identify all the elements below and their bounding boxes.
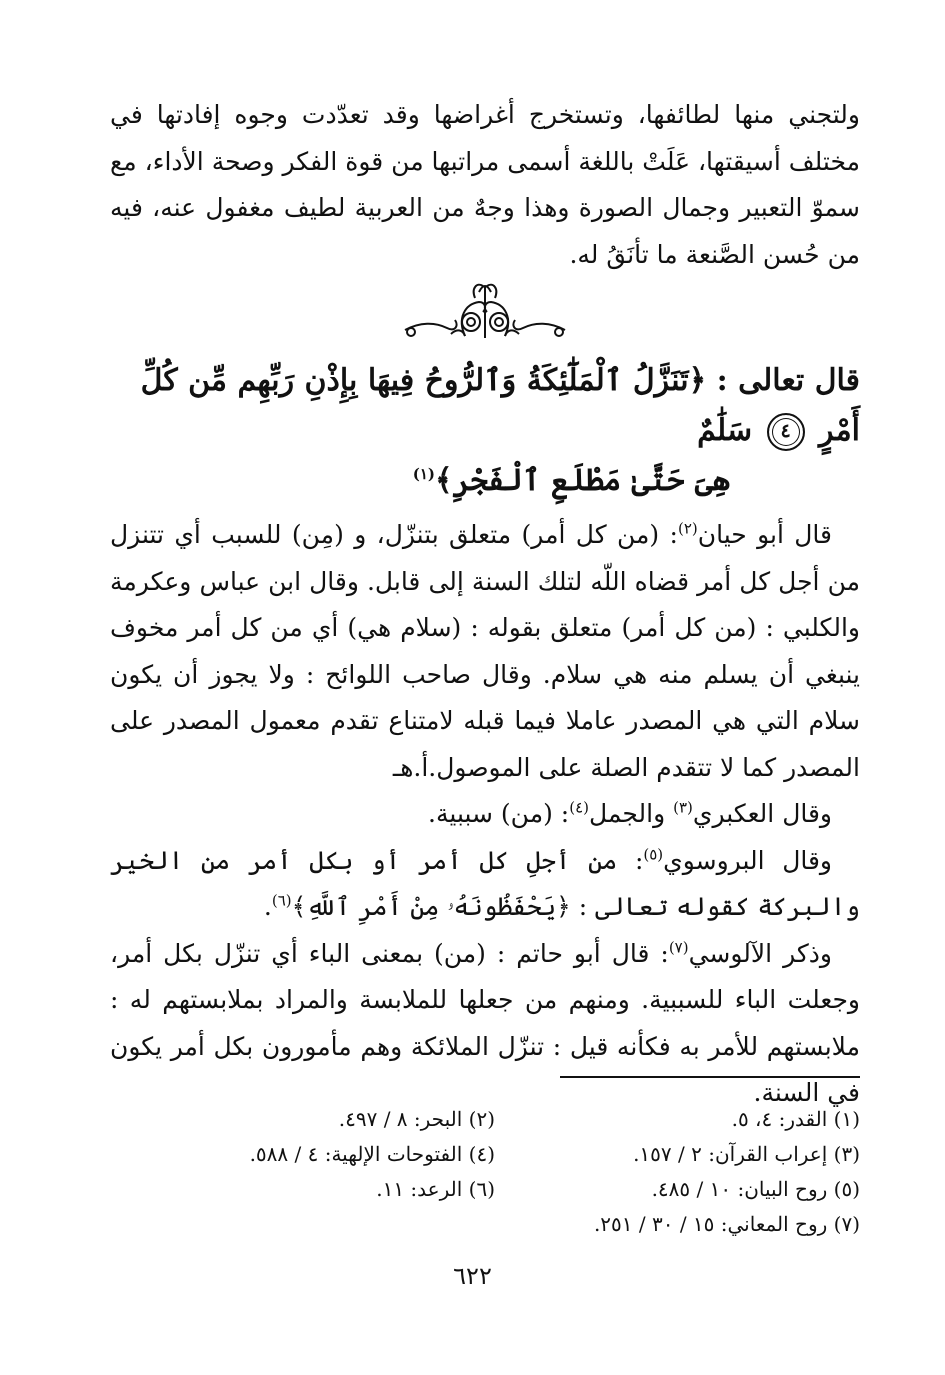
paragraph-brusawi — [110, 838, 860, 931]
verse-line-1 — [110, 356, 860, 456]
verse-text-2: هِىَ حَتَّىٰ مَطْلَعِ ٱلْفَجْرِ﴾ — [434, 463, 730, 498]
text-span: : (من) سببية. — [428, 799, 570, 828]
footnote-7: (٧) روح المعاني: ١٥ / ٣٠ / ٢٥١. — [593, 1212, 860, 1236]
footnote-4: (٤) الفتوحات الإلهية: ٤ / ٥٨٨. — [249, 1142, 495, 1166]
footnote-6: (٦) الرعد: ١١. — [376, 1177, 495, 1201]
text-span: والجمل — [589, 799, 674, 828]
text-span: وقال العكبري — [692, 799, 832, 828]
footnote-ref: (١) — [412, 465, 435, 483]
text-span: وذكر الآلوسي — [688, 938, 832, 968]
verse-text-1-end: سَلَٰمٌ — [697, 413, 753, 448]
footnote-divider — [560, 1076, 860, 1078]
verse-text-1: ﴿تَنَزَّلُ ٱلْمَلَٰٓئِكَةُ وَٱلرُّوحُ فِيهَا بِإِذْنِ رَبِّهِم مِّن كُلِّ أَمْرٍ — [140, 363, 860, 448]
footnote-ref: (٤) — [569, 798, 590, 817]
text-span: قال أبو حيان — [697, 520, 833, 549]
footnote-2: (٢) البحر: ٨ / ٤٩٧. — [338, 1107, 495, 1131]
paragraph-ukbari — [110, 791, 860, 838]
footnote-ref: (٦) — [271, 891, 292, 910]
footnote-ref: (٥) — [643, 845, 664, 864]
footnote-ref: (٣) — [673, 798, 693, 817]
quran-verse — [110, 356, 860, 506]
footnotes — [150, 1102, 860, 1242]
verse-lead: قال تعالى : — [716, 363, 860, 398]
footnote-1: (١) القدر: ٤، ٥. — [731, 1107, 860, 1131]
text-span: : قال أبو حاتم : (من) بمعنى الباء أي تنزّل بكل أمر، وجعلت الباء للسببية. ومنهم من جعلها للملابسة والمراد بملابستهم له : ملابستهم للأمر به فكأنه قيل : تنزّل الملائكة وهم مأمورون بكل أمر يكون في السنة. — [110, 938, 860, 1107]
verse-line-2 — [110, 456, 860, 506]
page-number: ٦٢٢ — [453, 1262, 492, 1290]
paragraph-alusi — [110, 931, 860, 1117]
paragraph-abu-hayyan — [110, 512, 860, 791]
page-body — [110, 92, 860, 1117]
text-span: : من أجلِ كل أمر أو بكل أمر من الخير والبركة كقوله تعالى : ﴿يَحْفَظُونَهُۥ مِنْ أَمْرِ ٱللَّهِ﴾ — [110, 845, 860, 921]
footnote-ref: (٢) — [677, 519, 698, 538]
footnote-ref: (٧) — [668, 938, 689, 957]
paragraph-intro: ولتجني منها لطائفها، وتستخرج أغراضها وقد تعدّدت وجوه إفادتها في مختلف أسيقتها، عَلَتْ باللغة أسمى مراتبها من قوة الفكر وصحة الأداء، مع سموّ التعبير وجمال الصورة وهذا وجهٌ من العربية لطيف مغفول عنه، فيه من حُسن الصَّنعة ما تأنَقُ له. — [110, 100, 860, 269]
footnote-5: (٥) روح البيان: ١٠ / ٤٨٥. — [651, 1177, 860, 1201]
text-span: . — [263, 892, 272, 921]
text-span: : (من كل أمر) متعلق بتنزّل، و (مِن) للسبب أي تتنزل من أجل كل أمر قضاه اللّه لتلك السنة إلى قابل. وقال ابن عباس وعكرمة والكلبي : (من كل أمر) متعلق بقوله : (سلام هي) أي من كل أمر مخوف ينبغي أن يسلم منه هي سلام. وقال صاحب اللوائح : ولا يجوز أن يكون سلام التي هي المصدر عاملا فيما قبله لامتناع تقدم معمول المصدر على المصدر كما لا تتقدم الصلة على الموصول.أ.هـ — [110, 520, 860, 782]
text-span: وقال البروسوي — [663, 845, 833, 875]
footnote-3: (٣) إعراب القرآن: ٢ / ١٥٧. — [633, 1142, 860, 1166]
ayah-number-marker: ٤ — [767, 413, 805, 451]
floral-ornament-icon — [395, 278, 575, 348]
ornament-divider — [110, 278, 860, 350]
